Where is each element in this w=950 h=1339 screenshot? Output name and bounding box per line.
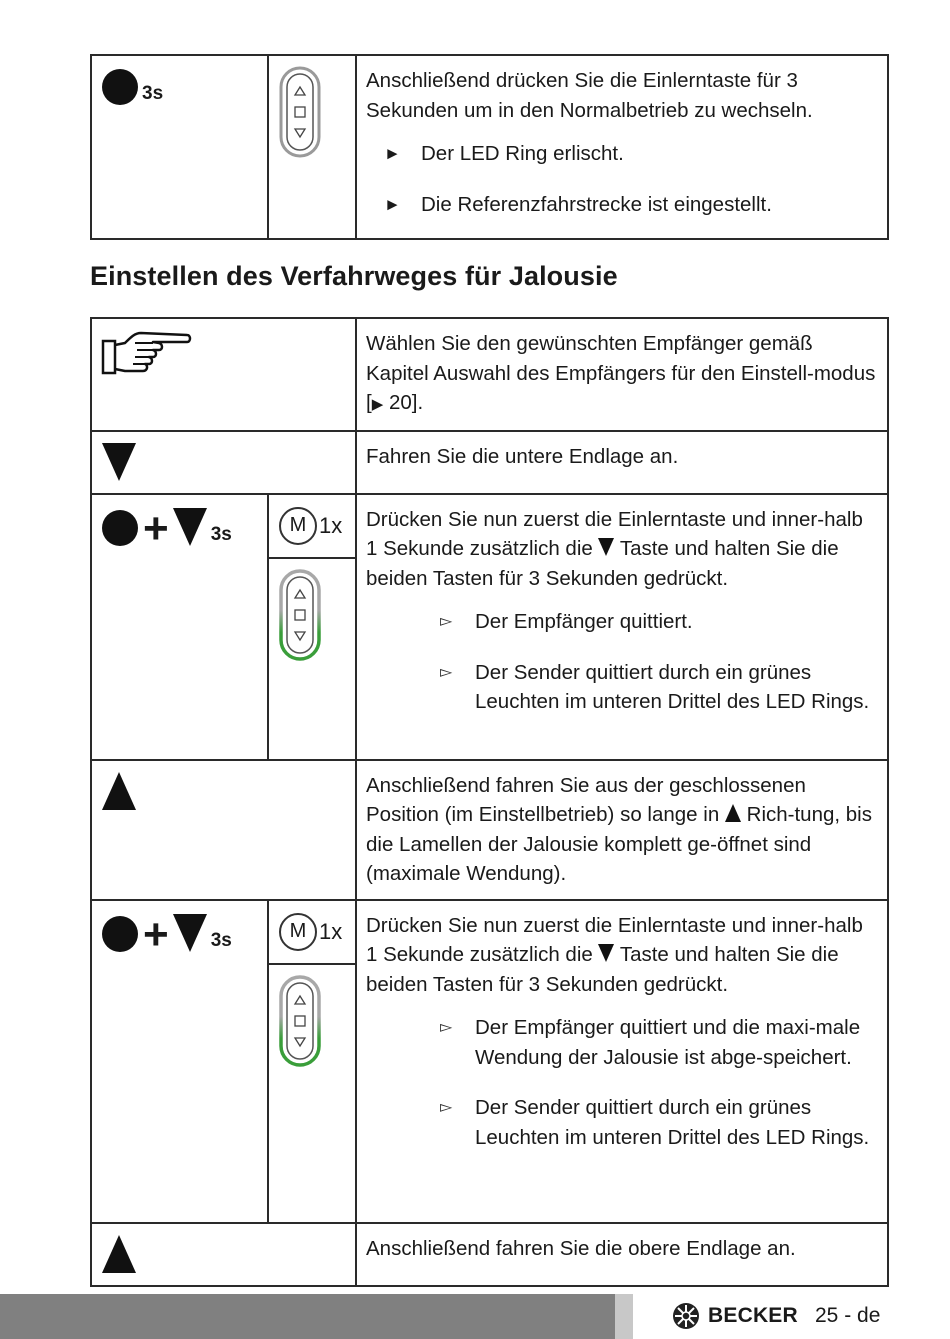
result-arrow-icon: ▻ <box>440 1099 453 1116</box>
down-triangle-icon <box>101 442 137 482</box>
up-triangle-icon <box>725 804 741 822</box>
step-text-cell: Anschließend fahren Sie die obere Endlage an. <box>356 1223 888 1286</box>
table-row <box>91 1223 888 1286</box>
step-symbol-cell <box>91 318 356 431</box>
step-text-cell <box>356 494 888 760</box>
step-text-cell: Anschließend fahren Sie aus der geschlossenen Position (im Einstellbetrieb) so lange in Rich-tung, bis die Lamellen der Jalousie komplett ge-öffnet sind (maximale Wendung). <box>356 760 888 900</box>
footer-bar <box>0 1294 615 1339</box>
result-arrow-icon: ▻ <box>440 663 453 681</box>
table-row <box>91 900 888 1223</box>
pointing-hand-icon <box>101 329 193 377</box>
plus-icon: + <box>143 909 169 959</box>
page-number: 25 - de <box>815 1304 881 1327</box>
table-row <box>91 431 888 494</box>
list-item: ▻ Der Empfänger quittiert. <box>366 607 879 637</box>
m-button-icon: M <box>279 913 317 951</box>
jalousie-step-table <box>90 317 889 1287</box>
table-row <box>91 55 888 239</box>
table-row <box>91 760 888 900</box>
remote-control-icon <box>279 569 321 661</box>
step-instruction: Drücken Sie nun zuerst die Einlerntaste und inner-halb 1 Sekunde zusätzlich die Taste und halten Sie die beiden Tasten für 3 Sekunden gedrückt. <box>366 507 863 590</box>
down-triangle-icon <box>172 507 208 547</box>
m-button-icon: M <box>279 507 317 545</box>
section-title: Einstellen des Verfahrweges für Jalousie <box>90 261 618 291</box>
step-symbol-cell <box>91 900 268 1223</box>
result-arrow-icon: ▻ <box>440 613 453 630</box>
list-item: ▻ Der Empfänger quittiert und die maxi-male Wendung der Jalousie ist abge-speichert. <box>366 1013 879 1072</box>
table-row <box>91 494 888 760</box>
list-item: ► Der LED Ring erlischt. <box>366 139 879 169</box>
down-triangle-icon <box>598 538 614 556</box>
control-cell <box>268 900 356 1223</box>
duration-label: 3s <box>210 523 232 545</box>
duration-label: 3s <box>210 929 232 951</box>
becker-logo-icon <box>672 1302 700 1330</box>
press-count: 1x <box>319 918 343 944</box>
remote-control-icon <box>279 66 321 158</box>
control-cell <box>268 494 356 760</box>
step-symbol-cell <box>91 55 268 239</box>
press-count: 1x <box>319 512 343 538</box>
bullet-arrow-icon: ► <box>384 144 401 163</box>
remote-control-icon <box>279 975 321 1067</box>
step-symbol-cell <box>91 1223 356 1286</box>
record-dot-icon <box>101 915 139 953</box>
page-ref: 20 <box>388 391 412 414</box>
step-text-cell: Wählen Sie den gewünschten Empfänger gemäß Kapitel Auswahl des Empfängers für den Einstell-modus [▶ 20]. <box>356 318 888 431</box>
step-instruction: Anschließend drücken Sie die Einlerntaste für 3 Sekunden um in den Normalbetrieb zu wechseln. <box>366 69 813 122</box>
step-text-cell: Fahren Sie die untere Endlage an. <box>356 431 888 494</box>
list-item: ► Die Referenzfahrstrecke ist eingestellt. <box>366 190 879 220</box>
record-dot-icon <box>101 509 139 547</box>
step-symbol-cell <box>91 431 356 494</box>
result-arrow-icon: ▻ <box>440 1019 453 1036</box>
bullet-arrow-icon: ► <box>384 194 401 214</box>
step-symbol-cell <box>91 494 268 760</box>
step-text-cell <box>356 55 888 239</box>
step-text-cell <box>356 900 888 1223</box>
step-instruction: Drücken Sie nun zuerst die Einlerntaste und inner-halb 1 Sekunde zusätzlich die Taste und halten Sie die beiden Tasten für 3 Sekunden gedrückt. <box>366 913 863 996</box>
record-dot-icon <box>101 68 139 106</box>
footer-brand: BECKER <box>708 1304 798 1327</box>
list-item: ▻ Der Sender quittiert durch ein grünes Leuchten im unteren Drittel des LED Rings. <box>366 658 879 717</box>
step-symbol-cell <box>91 760 356 900</box>
down-triangle-icon <box>172 913 208 953</box>
footer-logo <box>672 1302 798 1330</box>
plus-icon: + <box>143 503 169 553</box>
page-ref-arrow-icon: ▶ <box>371 396 384 413</box>
footer-bar-accent <box>615 1294 633 1339</box>
top-step-table <box>90 54 889 240</box>
list-item: ▻ Der Sender quittiert durch ein grünes Leuchten im unteren Drittel des LED Rings. <box>366 1093 879 1152</box>
up-triangle-icon <box>101 1234 137 1274</box>
duration-label: 3s <box>142 83 164 104</box>
control-cell <box>268 55 356 239</box>
table-row <box>91 318 888 431</box>
down-triangle-icon <box>598 944 614 962</box>
up-triangle-icon <box>101 771 137 811</box>
